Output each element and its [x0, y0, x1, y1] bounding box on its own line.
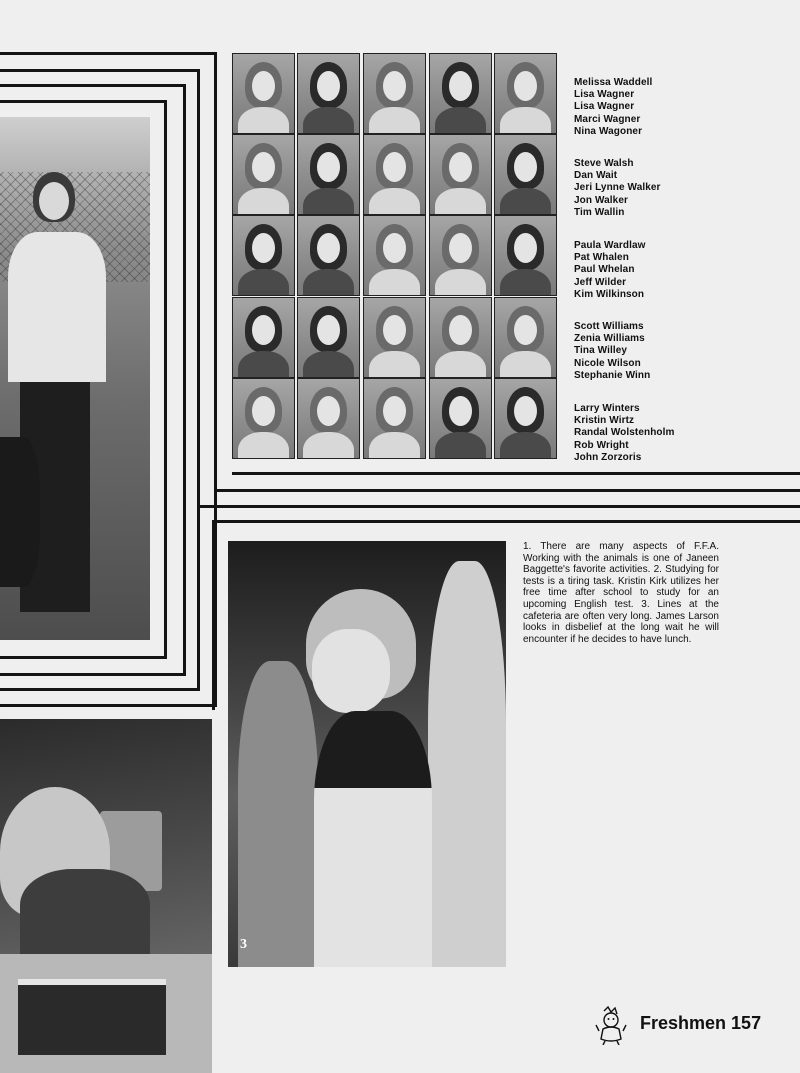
student-portrait	[429, 378, 492, 459]
boy-shirt	[314, 711, 432, 967]
mascot-icon	[594, 1005, 628, 1050]
student-name: Tim Wallin	[574, 206, 625, 218]
student-name: Paul Whelan	[574, 264, 635, 276]
name-list-row	[574, 240, 646, 301]
frame-line	[164, 100, 167, 659]
frame-line	[232, 472, 800, 475]
student-portrait	[297, 53, 360, 134]
student-name: Rob Wright	[574, 439, 629, 451]
student-portrait	[363, 53, 426, 134]
name-list-row	[574, 321, 650, 382]
student-name: Jon Walker	[574, 194, 628, 206]
student-name: Tina Willey	[574, 345, 628, 357]
page-number: 157	[731, 1013, 762, 1033]
frame-line	[198, 505, 800, 508]
section-title: Freshmen	[640, 1013, 727, 1033]
student-portrait	[494, 297, 557, 378]
frame-line	[0, 52, 217, 55]
student-portrait	[297, 134, 360, 215]
student-portrait	[297, 378, 360, 459]
frame-spacer	[217, 52, 220, 70]
frame-line	[183, 84, 186, 676]
frame-line	[0, 656, 167, 659]
page-footer	[640, 1013, 761, 1034]
name-list-row	[574, 158, 661, 219]
student-name: Nina Wagoner	[574, 125, 643, 137]
student-portrait	[429, 53, 492, 134]
student-name: Kim Wilkinson	[574, 288, 645, 300]
frame-line	[0, 84, 186, 87]
student-name: Jeff Wilder	[574, 276, 627, 288]
student-portrait	[494, 378, 557, 459]
background-person	[428, 561, 506, 967]
student-portrait	[494, 134, 557, 215]
student-name: Lisa Wagner	[574, 89, 635, 101]
student-name: Pat Whalen	[574, 252, 629, 264]
frame-line	[0, 69, 200, 72]
frame-line	[0, 100, 167, 103]
student-name: John Zorzoris	[574, 451, 642, 463]
student-portrait	[297, 215, 360, 296]
student-name: Paula Wardlaw	[574, 240, 646, 251]
frame-line	[197, 69, 200, 691]
student-portrait	[429, 215, 492, 296]
student-portrait	[297, 297, 360, 378]
student-name: Melissa Waddell	[574, 77, 653, 88]
student-name: Lisa Wagner	[574, 101, 635, 113]
student-portrait	[232, 53, 295, 134]
student-portrait	[429, 297, 492, 378]
books	[18, 979, 166, 1055]
student-portrait	[232, 215, 295, 296]
student-portrait	[363, 297, 426, 378]
student-name: Dan Wait	[574, 170, 618, 182]
photo-caption: 1. There are many aspects of F.F.A. Working with the animals is one of Janeen Baggette's favorite activities. 2. Studying for tests is a tiring task. Kristin Kirk utilizes her free time after school to study for an upcoming English test. 3. Lines at the cafeteria are often very long. James Larson looks in disbelief at the long wait he will encounter if he decides to have lunch.	[523, 541, 719, 645]
name-list-row	[574, 77, 652, 138]
student-portrait	[494, 215, 557, 296]
photo-studying	[0, 719, 212, 1073]
photo-number: 3	[240, 937, 247, 952]
student-name: Nicole Wilson	[574, 357, 641, 369]
student-portrait	[232, 378, 295, 459]
student-portrait	[232, 134, 295, 215]
frame-line	[0, 704, 217, 707]
student-sleeve	[20, 869, 150, 959]
student-portrait	[363, 134, 426, 215]
student-portrait	[363, 378, 426, 459]
student-name: Scott Williams	[574, 321, 644, 332]
photo-ffa-girl	[0, 117, 150, 640]
animal-shape	[0, 437, 40, 587]
photo-cafeteria-line	[228, 541, 506, 967]
student-portrait	[232, 297, 295, 378]
student-name: Zenia Williams	[574, 333, 645, 345]
student-portrait	[363, 215, 426, 296]
frame-line	[0, 688, 200, 691]
background-person	[238, 661, 318, 967]
student-portrait	[494, 53, 557, 134]
student-name: Marci Wagner	[574, 113, 641, 125]
student-name: Jeri Lynne Walker	[574, 182, 661, 194]
frame-line	[214, 489, 800, 492]
student-portrait	[429, 134, 492, 215]
student-name: Randal Wolstenholm	[574, 427, 675, 439]
student-name: Larry Winters	[574, 403, 640, 414]
student-name: Stephanie Winn	[574, 369, 651, 381]
frame-line	[0, 673, 186, 676]
frame-line	[212, 520, 800, 523]
frame-line	[212, 520, 215, 710]
student-name: Kristin Wirtz	[574, 415, 635, 427]
name-list-row	[574, 403, 675, 464]
boy-face	[312, 629, 390, 713]
student-name: Steve Walsh	[574, 158, 634, 169]
